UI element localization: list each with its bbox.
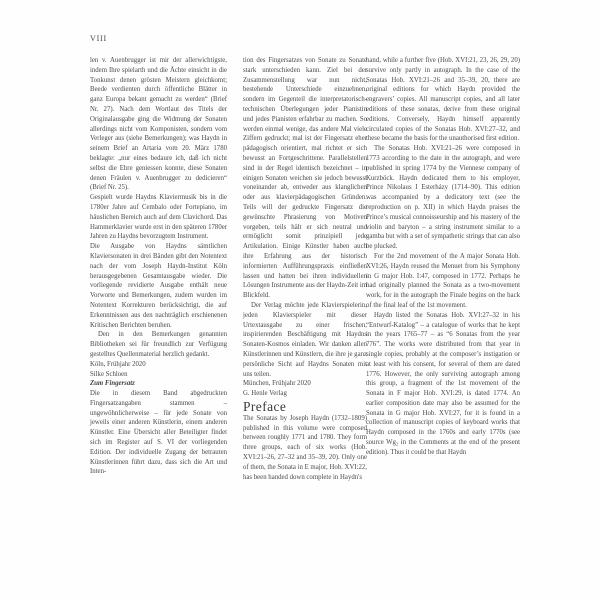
col2-para-preface-intro: The Sonatas by Joseph Haydn (1732–1809) published in this volume were composed between roughly 1771 and 1780. They form three groups, each of six works (Hob. XVI:21–26, 27–32 and 35–39, 20). Only one of them, the Sonata in E major, Hob. XVI:22, has been handed down complete in Haydn's [243,414,367,481]
col1-signoff-name: Silke Schloen [90,370,128,378]
col3-para-sonatas-21-26: The Sonatas Hob. XVI:21–26 were composed in 1773 according to the date in the autograph, and were published in spring 1774 by the Viennese company of Kurzböck. Haydn dedicated them to his employer, Prince Nikolaus I Esterházy (1714–90). This edition was accompanied by a dedicatory text (see the reproduction on p. XII) in which Haydn praises the Prince’s musical connoisseurship and his mastery of the violin and baryton – a string instrument similar to a gamba but with a set of sympathetic strings that can also be plucked. [366,145,520,251]
col2-para-publisher-invitation: Der Verlag möchte jede Klavierspielerin, jeden Klavierspieler mit dieser Urtextausgabe zu einer frischen, inspirierenden Beschäftigung mit Haydns Sonaten-Kosmos einladen. Wir danken allen Künstlerinnen und Künstlern, die ihre je ganz persönliche Sicht auf Haydns Sonaten mit uns teilen. [243,301,368,378]
col1-para-edition-note: Die Ausgabe von Haydns sämtlichen Klaviersonaten in drei Bänden gibt den Notentext nach der vom Joseph Haydn-Institut Köln herausgegebenen Gesamtausgabe wieder. Die vorliegende revidierte Ausgabe enthält neue Vorworte und Bemerkungen, zudem wurden im Notentext Korrekturen berücksichtigt, die auf Erkenntnissen aus den nachträglich erschienenen Kritischen Berichten beruhen. [90,243,227,329]
column-right [366,56,520,458]
col2-signoff-name: G. Henle Verlag [243,390,287,398]
preface-heading: Preface [243,398,287,414]
col3-para-sources: hand, while a further five (Hob. XVI:21, 23, 26, 29, 20) survive only partly in autograph. In the case of the Sonatas Hob. XVI:21–26 and 35–39, 20, there are original editions for which Haydn provided the engravers’ copies. All manuscript copies, and all later editions of these sonatas, derive from these original editions. Conversely, Haydn himself apparently circulated copies of the Sonatas Hob. XVI:27–32, and these became the basis for the unauthorised first edition. [366,57,520,143]
col1-para-instruments: Gespielt wurde Haydns Klaviermusik bis in die 1780er Jahre auf Cembalo oder Fortepiano, im häuslichen Bereich auch auf dem Clavichord. Das Hammerklavier wurde erst in den späteren 1780er Jahren zu Haydns bevorzugtem Instrument. [90,194,227,241]
page-number: VIII [90,34,107,43]
col1-subheading-fingering: Zum Fingersatz [90,380,135,388]
col2-para-fingering-continued: tion des Fingersatzes von Sonate zu Sonate stark unterschieden kann. Ziel bei der Zusammenstellung war nun nicht, bestehende Unterschiede einzuebnen, sondern im Gegenteil die interpretatorisch-technischen Überlegungen jeder Pianistin und jedes Pianisten erfahrbar zu machen. So werden einmal wenige, das andere Mal viele Ziffern gedruckt; mal ist der Fingersatz eher pädagogisch orientiert, mal richtet er sich bewusst an Fortgeschrittene. Parallelstellen sind in der Regel identisch bezeichnet – in einigen Sonaten weichen sie jedoch bewusst voneinander ab, entweder aus klanglichen oder aus klavierpädagogischen Gründen. Teils will der gedruckte Fingersatz die gewünschte Phrasierung von Motiven vorgeben, teils hält er sich neutral und ermöglicht somit prinzipiell jede Artikulation. Einige Künstler haben auch ihre Erfahrung aus der historisch informierten Aufführungspraxis einfließen lassen und hatten bei ihren individuellen Lösungen Instrumente aus der Haydn-Zeit im Blickfeld. [243,57,368,300]
col1-para-dedication: len v. Auenbrugger ist mir der allerwichtigste, indem Ihre spielarth und die Ächte einsicht in die Tonkunst denen grösten Meistern gleichkomt; Beede verdienten durch öffentliche Blätter in ganz Europa bekant gemacht zu werden“ (Brief Nr. 27). Nach dem Wortlaut des Titels der Originalausgabe ging die Widmung der Sonaten allerdings nicht vom Komponisten, sondern vom Verleger aus (siehe Bemerkungen); was Haydn in seinem Brief an Artaria vom 20. März 1780 beklagte: „nur eines bedaure ich, daß ich nicht selbst die Ehre geniessen konnte, diese Sonaten denen Fräulen v. Auenbrugger zu dedicieren“ (Brief Nr. 25). [90,57,227,192]
col1-signoff-place-date: Köln, Frühjahr 2020 [90,360,146,368]
column-left [90,56,227,477]
col2-signoff-place-date: München, Frühjahr 2020 [243,380,311,388]
col3-para-sonatas-27-32: Haydn listed the Sonatas Hob. XVI:27–32 in his “Entwurf-Katalog” – a catalogue of works that he kept in the years 1765–77 – as “6 Sonatas from the year 776”. The works were distributed from that year in single copies, probably at the composer’s instigation or at least with his consent, for several of them are dated 1776. However, the only surviving autograph among this group, a fragment of the 1st movement of the Sonata in F major Hob. XVI:29, is dated 1774. An earlier composition date may also be assumed for the Sonata in G major Hob. XVI:27, for it is found in a collection of manuscript copies of keyboard works that Haydn composed in the 1760s and early 1770s (see source Wg₂ in the Comments at the end of the present edition). Thus it could be that Haydn [366,311,520,456]
col1-para-acknowledgement: Den in den Bemerkungen genannten Bibliotheken sei für freundlich zur Verfügung gestelltes Quellenmaterial herzlich gedankt. [90,331,227,358]
col1-para-fingering-intro: Die in diesem Band abgedruckten Fingersatzangaben stammen – ungewöhnlicherweise – für jede Sonate von jeweils einer anderen Künstlerin, einem anderen Künstler. Eine Übersicht aller Beteiligter findet sich im Register auf S. VI der vorliegenden Edition. Der individuelle Zugang der betrauten Künstlerinnen führt dazu, dass sich die Art und Inten- [90,390,227,476]
col3-para-sonata-26-menuet: For the 2nd movement of the A major Sonata Hob. XVI:26, Haydn reused the Menuet from his Symphony in G major Hob. I:47, composed in 1772. Perhaps he had originally planned the Sonata as a two-movement work, for in the autograph the Finale begins on the back of the final leaf of the 1st movement. [366,252,520,309]
column-middle [243,56,367,482]
